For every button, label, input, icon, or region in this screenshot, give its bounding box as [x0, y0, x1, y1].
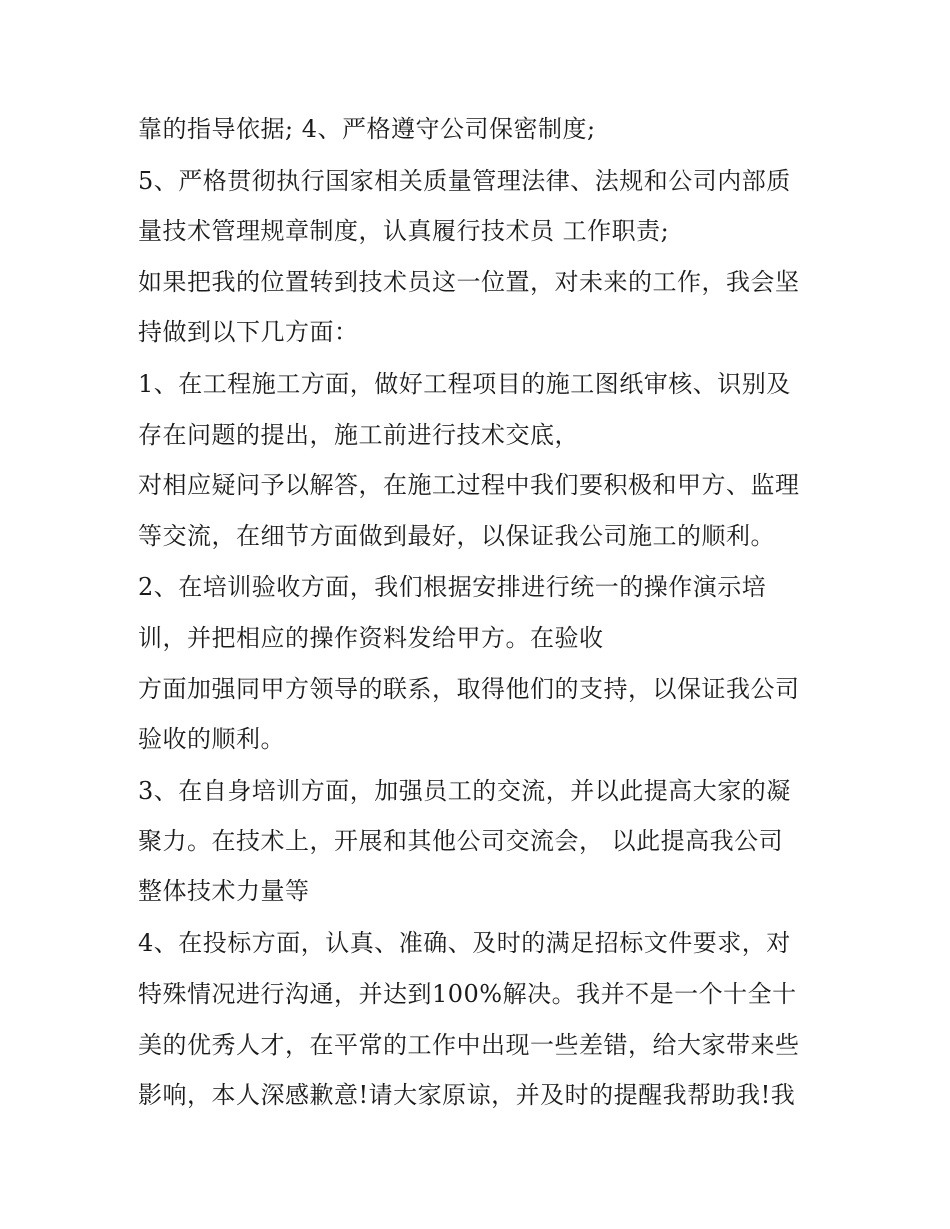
text-line: 5、严格贯彻执行国家相关质量管理法律、法规和公司内部质: [138, 167, 791, 195]
text-line: 聚力。在技术上，开展和其他公司交流会， 以此提高我公司: [138, 827, 784, 855]
text-line: 训，并把相应的操作资料发给甲方。在验收: [138, 624, 604, 652]
text-line: 1、在工程施工方面，做好工程项目的施工图纸审核、识别及: [138, 370, 791, 398]
text-line: 2、在培训验收方面，我们根据安排进行统一的操作演示培: [138, 573, 767, 601]
text-line: 等交流，在细节方面做到最好，以保证我公司施工的顺利。: [138, 522, 775, 550]
text-line: 4、在投标方面，认真、准确、及时的满足招标文件要求，对: [138, 929, 791, 957]
text-line: 特殊情况进行沟通，并达到100%解决。我并不是一个十全十: [138, 980, 797, 1008]
text-line: 影响，本人深感歉意!请大家原谅，并及时的提醒我帮助我!我: [138, 1081, 796, 1109]
text-line: 靠的指导依据; 4、严格遵守公司保密制度;: [138, 115, 596, 143]
text-line: 持做到以下几方面：: [138, 318, 359, 346]
text-line: 如果把我的位置转到技术员这一位置，对未来的工作，我会坚: [138, 268, 800, 296]
text-line: 3、在自身培训方面，加强员工的交流，并以此提高大家的凝: [138, 777, 791, 805]
text-line: 整体技术力量等: [138, 877, 310, 905]
text-line: 存在问题的提出，施工前进行技术交底，: [138, 421, 579, 449]
text-line: 对相应疑问予以解答，在施工过程中我们要积极和甲方、监理: [138, 471, 800, 499]
text-line: 验收的顺利。: [138, 725, 285, 753]
text-line: 美的优秀人才，在平常的工作中出现一些差错，给大家带来些: [138, 1031, 800, 1059]
text-line: 量技术管理规章制度，认真履行技术员 工作职责;: [138, 217, 670, 245]
text-line: 方面加强同甲方领导的联系，取得他们的支持，以保证我公司: [138, 675, 800, 703]
